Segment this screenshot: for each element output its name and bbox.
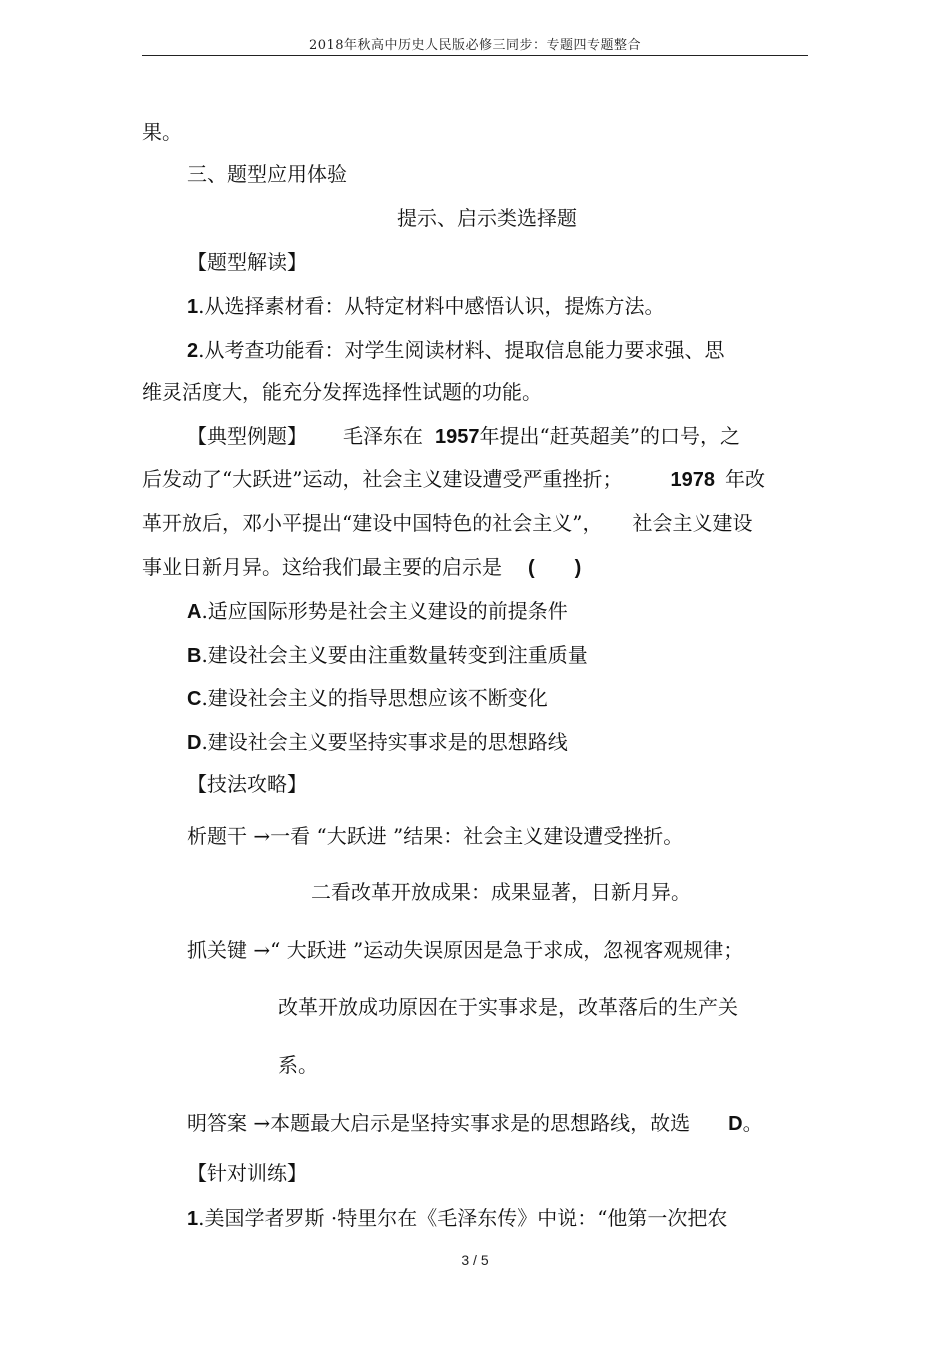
option-a-text: .适应国际形势是社会主义建设的前提条件: [201, 599, 568, 623]
option-b: [187, 641, 588, 670]
strategy-line-6-text: 明答案 →本题最大启示是坚持实事求是的思想路线，故选: [187, 1111, 691, 1135]
option-c-text: .建设社会主义的指导思想应该不断变化: [201, 686, 548, 710]
option-c-letter: C: [187, 688, 202, 710]
example-label: 【典型例题】: [187, 424, 307, 448]
strategy-line-1: 析题干 →一看 “大跃进 ”结果：社会主义建设遭受挫折。: [187, 824, 684, 848]
answer-blank: ( ): [528, 557, 582, 579]
option-b-letter: B: [187, 645, 202, 667]
example-text-line3b: 社会主义建设: [632, 511, 753, 535]
training-item-1: [187, 1204, 727, 1233]
example-line-2: [142, 465, 765, 494]
continued-text: 果。: [142, 120, 182, 144]
reading-item-1-number: 1: [187, 296, 199, 318]
reading-item-2-text: .从考查功能看：对学生阅读材料、提取信息能力要求强、思: [198, 338, 725, 362]
answer-letter: D: [728, 1113, 743, 1135]
option-d: [187, 728, 568, 757]
reading-item-1-text: .从选择素材看：从特定材料中感悟认识，提炼方法。: [198, 294, 665, 318]
example-text-line4: 事业日新月异。这给我们最主要的启示是: [142, 555, 502, 579]
reading-label: 【题型解读】: [187, 250, 307, 274]
option-b-text: .建设社会主义要由注重数量转变到注重质量: [201, 643, 588, 667]
example-text-line3a: 革开放后，邓小平提出“建设中国特色的社会主义”，: [142, 511, 603, 535]
reading-item-2-number: 2: [187, 340, 199, 362]
example-text-a: 毛泽东在: [343, 424, 423, 448]
example-text-b: 年提出“赶英超美”的口号，之: [479, 424, 740, 448]
example-year-1978: 1978: [670, 469, 715, 491]
example-text-line2: 后发动了“大跃进”运动，社会主义建设遭受严重挫折；: [142, 467, 623, 491]
page-header: 2018年秋高中历史人民版必修三同步：专题四专题整合: [308, 38, 642, 53]
training-item-1-text: .美国学者罗斯 ·特里尔在《毛泽东传》中说：“他第一次把农: [198, 1206, 728, 1230]
example-line-4: [142, 553, 581, 582]
reading-item-1: [187, 292, 664, 321]
example-year-1957: 1957: [435, 426, 480, 448]
option-a: [187, 597, 568, 626]
option-d-letter: D: [187, 732, 202, 754]
header-rule: [142, 55, 808, 56]
training-item-1-number: 1: [187, 1208, 199, 1230]
strategy-line-3: 抓关键 →“ 大跃进 ”运动失误原因是急于求成，忽视客观规律；: [187, 938, 744, 962]
option-d-text: .建设社会主义要坚持实事求是的思想路线: [201, 730, 568, 754]
reading-item-2-continuation: 维灵活度大，能充分发挥选择性试题的功能。: [142, 380, 542, 404]
strategy-line-2: 二看改革开放成果：成果显著，日新月异。: [311, 880, 691, 904]
option-a-letter: A: [187, 601, 202, 623]
section-heading: 三、题型应用体验: [187, 162, 347, 186]
example-line-1: [187, 422, 740, 451]
reading-item-2: [187, 336, 724, 365]
strategy-line-5: 系。: [278, 1053, 318, 1077]
strategy-line-6: [187, 1109, 763, 1138]
training-label: 【针对训练】: [187, 1161, 307, 1185]
strategy-label: 【技法攻略】: [187, 772, 307, 796]
example-text-line2b: 年改: [724, 467, 765, 491]
strategy-line-4: 改革开放成功原因在于实事求是，改革落后的生产关: [278, 995, 738, 1019]
page-number: 3 / 5: [461, 1252, 489, 1268]
option-c: [187, 684, 548, 713]
subtitle: 提示、启示类选择题: [397, 206, 577, 230]
strategy-line-6-end: 。: [742, 1111, 763, 1135]
example-line-3: [142, 509, 752, 537]
